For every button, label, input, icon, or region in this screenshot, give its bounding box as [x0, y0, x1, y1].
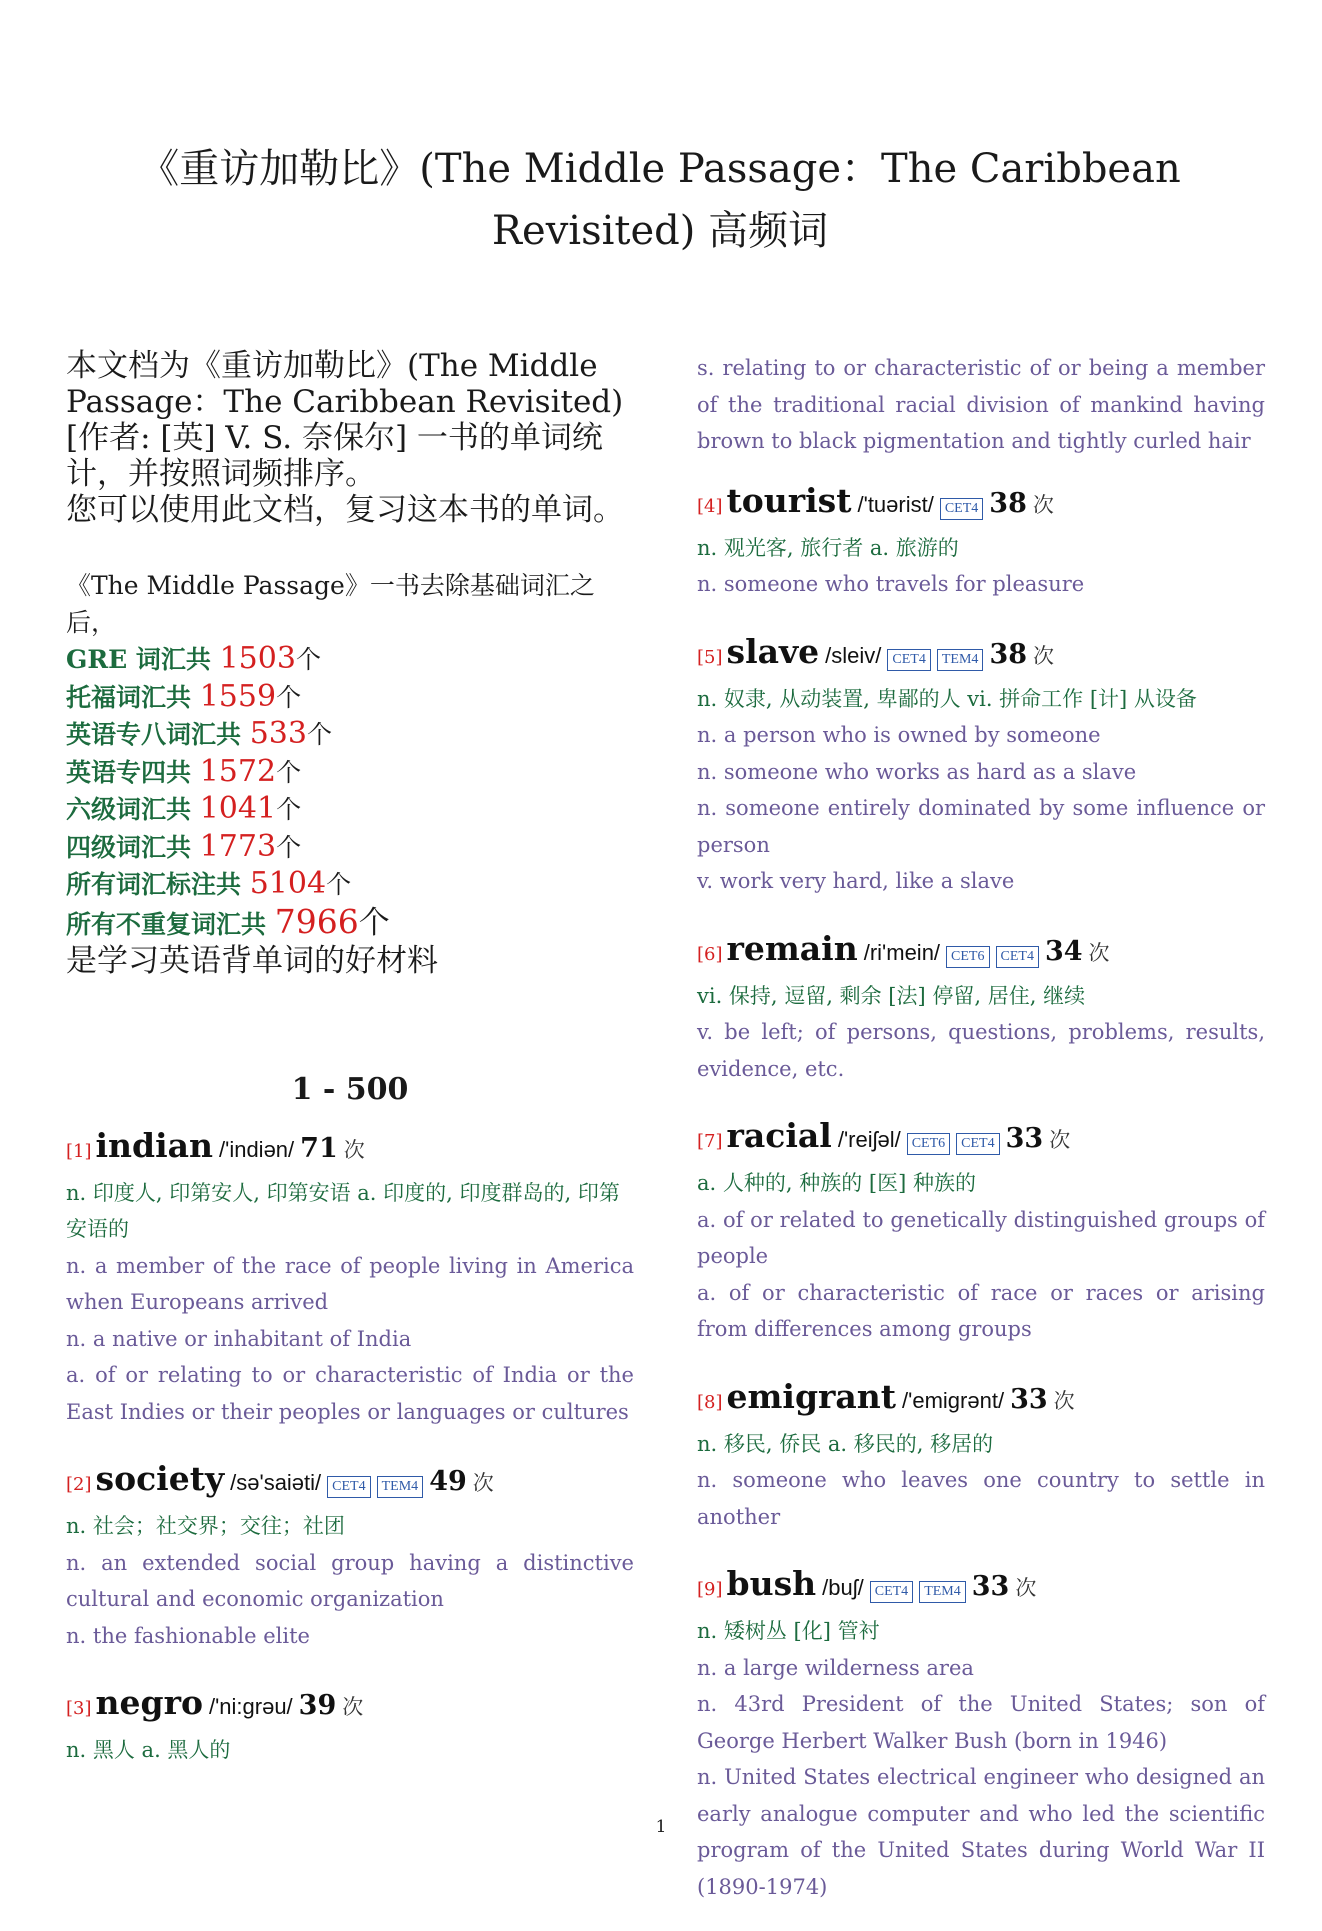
stats-label: 托福词汇共	[66, 682, 200, 712]
continued-definition: s. relating to or characteristic of or being a member of the traditional racial division of mankind having brown to black pigmentation and tightly curled hair	[697, 356, 1265, 453]
left-entries	[66, 1123, 634, 1769]
entry-index: [5]	[697, 646, 723, 668]
english-definition: n. the fashionable elite	[66, 1623, 310, 1648]
stats-label: 六级词汇共	[66, 795, 200, 824]
english-definition: v. work very hard, like a slave	[697, 869, 1015, 893]
left-column	[66, 348, 634, 1795]
english-definition: n. someone who works as hard as a slave	[697, 759, 1137, 784]
frequency-unit: 次	[343, 1137, 365, 1162]
exam-tag-badge: CET6	[946, 946, 989, 968]
entry-index: [9]	[697, 1579, 723, 1600]
stats-label: 四级词汇共	[66, 832, 200, 862]
phonetic: /sə'saiəti/	[230, 1470, 322, 1495]
entry-head	[697, 1113, 1265, 1165]
entry-head	[697, 478, 1265, 530]
frequency-unit: 次	[1033, 643, 1055, 668]
entry-index: [6]	[697, 943, 723, 965]
stats-closing: 是学习英语背单词的好材料	[66, 943, 438, 979]
word-entry	[697, 926, 1265, 1088]
headword: emigrant	[726, 1376, 897, 1416]
entry-index: [7]	[697, 1131, 723, 1152]
range-heading: 1 - 500	[291, 1071, 409, 1107]
english-definition: n. a large wilderness area	[697, 1655, 974, 1680]
stats-row	[66, 679, 634, 717]
english-definition: n. a member of the race of people living in America when Europeans arrived	[66, 1253, 634, 1314]
headword: slave	[726, 631, 820, 671]
word-entry	[697, 629, 1265, 900]
frequency-count: 38	[989, 487, 1027, 519]
frequency-unit: 次	[1088, 940, 1110, 965]
stats-label: 所有词汇标注共	[66, 870, 250, 899]
stats-count: 5104	[249, 866, 327, 901]
phonetic: /buʃ/	[822, 1575, 864, 1600]
exam-tag-badge: CET4	[996, 946, 1039, 968]
frequency-count: 39	[298, 1690, 337, 1721]
stats-unit: 个	[276, 682, 302, 712]
chinese-definition: n. 社会；社交界；交往；社团	[66, 1514, 345, 1538]
stats-unit: 个	[358, 904, 390, 941]
headword: negro	[95, 1683, 203, 1722]
stats-row	[66, 754, 634, 792]
english-definition: n. an extended social group having a distinctive cultural and economic organization	[66, 1550, 634, 1611]
word-entry	[66, 1123, 634, 1431]
stats-row	[66, 641, 634, 679]
chinese-definition: n. 观光客, 旅行者 a. 旅游的	[697, 535, 959, 560]
stats-label: 所有不重复词汇共	[66, 909, 275, 939]
frequency-count: 49	[429, 1466, 467, 1497]
chinese-definition: vi. 保持, 逗留, 剩余 [法] 停留, 居住, 继续	[697, 983, 1086, 1008]
stats-unit: 个	[276, 795, 302, 824]
stats-unit: 个	[295, 645, 321, 674]
english-definition: n. someone entirely dominated by some influence or person	[697, 796, 1265, 857]
frequency-count: 34	[1044, 935, 1083, 967]
english-definition: v. be left; of persons, questions, problems, results, evidence, etc.	[697, 1020, 1265, 1081]
word-entry	[66, 1456, 634, 1654]
chinese-definition: n. 移民, 侨民 a. 移民的, 移居的	[697, 1431, 994, 1456]
right-entries	[697, 478, 1265, 1906]
headword: tourist	[726, 480, 852, 520]
phonetic: /'emigrənt/	[902, 1387, 1005, 1413]
entry-index: [3]	[66, 1698, 92, 1719]
headword: racial	[726, 1116, 832, 1155]
frequency-count: 33	[971, 1571, 1010, 1602]
phonetic: /'tuərist/	[857, 491, 934, 517]
frequency-unit: 次	[472, 1471, 494, 1495]
stats-rows	[66, 641, 634, 943]
entry-head	[697, 1561, 1265, 1613]
entry-head	[697, 629, 1265, 681]
stats-row	[66, 829, 634, 867]
word-entry	[66, 1680, 634, 1769]
exam-tag-badge: TEM4	[919, 1581, 966, 1603]
stats-count: 1572	[199, 753, 277, 789]
chinese-definition: n. 黑人 a. 黑人的	[66, 1738, 231, 1762]
entry-index: [1]	[66, 1140, 92, 1162]
frequency-count: 38	[989, 638, 1028, 670]
exam-tag-badge: TEM4	[377, 1476, 424, 1498]
english-definition: a. of or characteristic of race or races or arising from differences among groups	[697, 1280, 1265, 1341]
stats-unit: 个	[276, 832, 302, 862]
chinese-definition: n. 奴隶, 从动装置, 卑鄙的人 vi. 拼命工作 [计] 从设备	[697, 686, 1197, 711]
english-definition: n. United States electrical engineer who designed an early analogue computer and who led the scientific program of the United States during World War II (1890-1974)	[697, 1765, 1265, 1899]
exam-tag-badge: CET4	[870, 1581, 913, 1603]
english-definition: a. of or related to genetically distinguished groups of people	[697, 1207, 1265, 1268]
intro-line-2: 您可以使用此文档，复习这本书的单词。	[66, 492, 624, 528]
headword: bush	[726, 1564, 817, 1603]
frequency-count: 71	[300, 1132, 338, 1164]
stats-label: GRE 词汇共	[66, 645, 220, 674]
entry-index: [8]	[697, 1391, 723, 1413]
vocab-stats	[66, 568, 634, 980]
exam-tag-badge: CET4	[940, 498, 983, 520]
stats-unit: 个	[276, 757, 302, 787]
entry-head	[66, 1456, 634, 1508]
word-entry	[697, 1113, 1265, 1348]
headword: indian	[95, 1125, 214, 1165]
entry-head	[66, 1123, 634, 1175]
exam-tag-badge: CET4	[327, 1476, 370, 1498]
stats-intro: 《The Middle Passage》一书去除基础词汇之后，	[66, 571, 595, 637]
phonetic: /'reiʃəl/	[837, 1127, 901, 1152]
exam-tag-badge: CET4	[887, 649, 930, 671]
stats-count: 1503	[219, 641, 296, 676]
headword: society	[95, 1459, 225, 1498]
exam-tag-badge: CET6	[907, 1133, 950, 1155]
entry-head	[697, 926, 1265, 978]
page-number: 1	[655, 1817, 667, 1837]
english-definition: n. someone who travels for pleasure	[697, 572, 1085, 596]
entry-head	[66, 1680, 634, 1732]
entry-index: [4]	[697, 495, 723, 517]
frequency-count: 33	[1005, 1123, 1044, 1154]
intro-line-1: 本文档为《重访加勒比》(The Middle Passage：The Caribbean Revisited)[作者: [英] V. S. 奈保尔] 一书的单词统计，并按照词频排序。	[66, 348, 624, 492]
stats-count: 1559	[199, 678, 277, 714]
stats-count: 533	[249, 716, 307, 751]
stats-row	[66, 866, 634, 904]
stats-label: 英语专四共	[66, 757, 200, 787]
phonetic: /'indiən/	[219, 1136, 295, 1162]
frequency-unit: 次	[1049, 1128, 1071, 1152]
phonetic: /'ni:grəu/	[208, 1694, 293, 1719]
stats-row	[66, 901, 634, 944]
phonetic: /ri'mein/	[863, 939, 941, 965]
stats-unit: 个	[306, 720, 332, 749]
chinese-definition: a. 人种的, 种族的 [医] 种族的	[697, 1171, 976, 1195]
page-title: 《重访加勒比》(The Middle Passage：The Caribbean Revisited) 高频词	[139, 146, 1181, 254]
word-entry	[697, 478, 1265, 603]
english-definition: n. a native or inhabitant of India	[66, 1326, 412, 1351]
entry-index: [2]	[66, 1474, 92, 1495]
english-definition: a. of or relating to or characteristic of India or the East Indies or their peoples or languages or cultures	[66, 1363, 634, 1424]
frequency-unit: 次	[1053, 1388, 1075, 1413]
stats-count: 1773	[199, 828, 277, 864]
exam-tag-badge: CET4	[956, 1133, 999, 1155]
exam-tag-badge: TEM4	[937, 649, 984, 671]
stats-row	[66, 791, 634, 829]
headword: remain	[726, 928, 858, 968]
stats-label: 英语专八词汇共	[66, 720, 250, 749]
frequency-unit: 次	[1015, 1576, 1037, 1600]
english-definition: n. someone who leaves one country to settle in another	[697, 1468, 1265, 1529]
stats-count: 7966	[274, 901, 359, 941]
word-entry	[697, 1374, 1265, 1536]
phonetic: /sleiv/	[825, 642, 882, 668]
right-column	[697, 350, 1265, 1931]
stats-row	[66, 716, 634, 754]
chinese-definition: n. 印度人, 印第安人, 印第安语 a. 印度的, 印度群岛的, 印第安语的	[66, 1180, 620, 1241]
entry-head	[697, 1374, 1265, 1426]
english-definition: n. a person who is owned by someone	[697, 723, 1101, 747]
stats-count: 1041	[199, 791, 277, 826]
stats-unit: 个	[326, 870, 352, 899]
chinese-definition: n. 矮树丛 [化] 管衬	[697, 1619, 880, 1643]
frequency-count: 33	[1010, 1383, 1048, 1415]
frequency-unit: 次	[342, 1695, 364, 1719]
word-entry	[697, 1561, 1265, 1905]
intro-paragraph	[66, 348, 634, 528]
frequency-unit: 次	[1032, 492, 1054, 517]
english-definition: n. 43rd President of the United States; son of George Herbert Walker Bush (born in 1946)	[697, 1692, 1265, 1753]
